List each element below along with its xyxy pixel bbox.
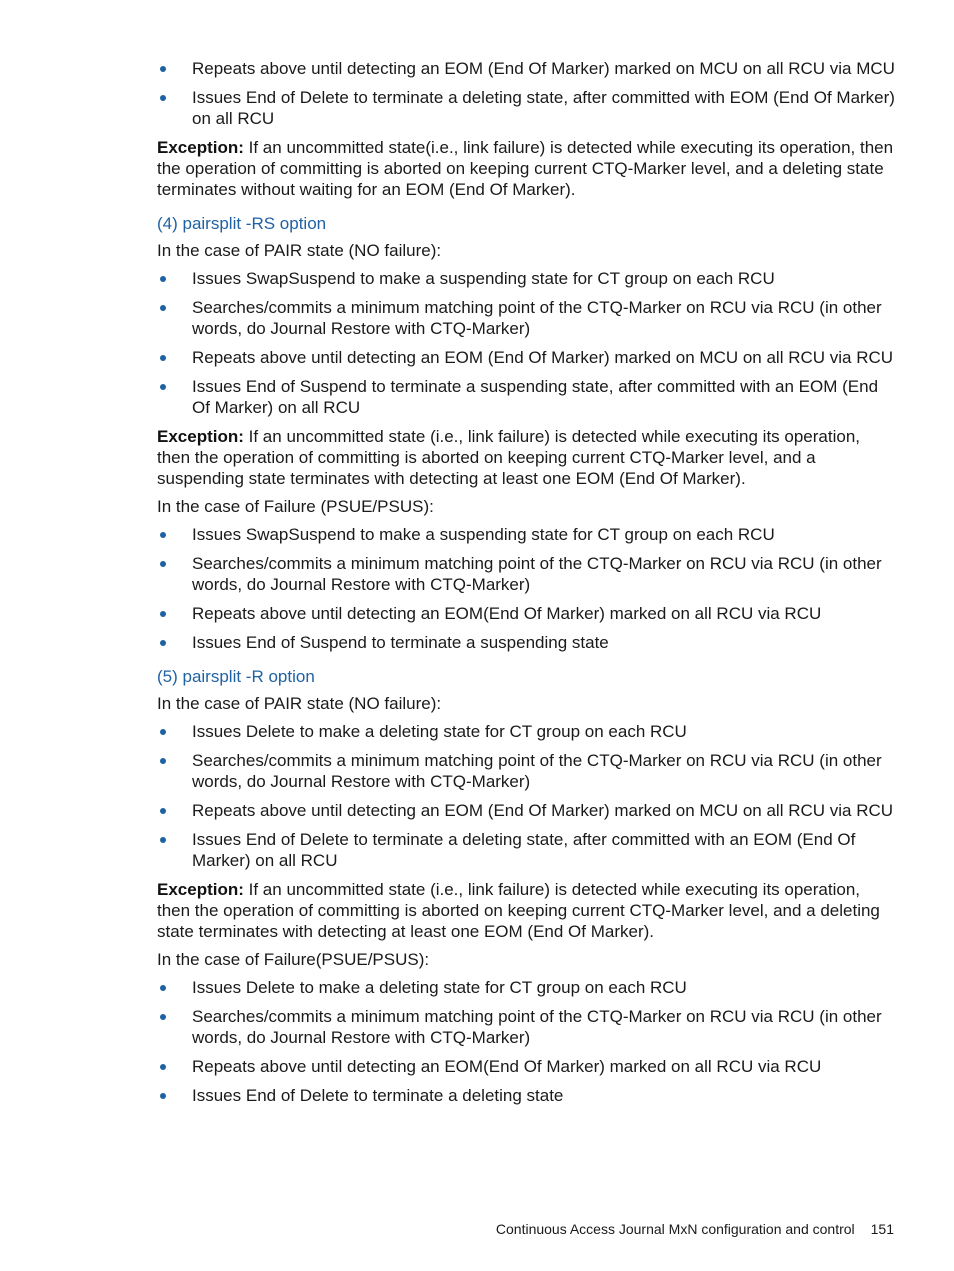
list-item [157, 603, 897, 624]
list-item [157, 58, 897, 79]
list-item [157, 524, 897, 545]
exception-paragraph [157, 137, 897, 200]
bullet-icon [160, 611, 166, 617]
list-item-text: Issues SwapSuspend to make a suspending state for CT group on each RCU [192, 269, 775, 288]
exception-label: Exception: [157, 880, 244, 899]
exception-paragraph [157, 879, 897, 942]
bullet-icon [160, 532, 166, 538]
exception-paragraph [157, 426, 897, 489]
list-item [157, 829, 897, 871]
bullet-list-r-pair [157, 721, 897, 871]
list-item-text: Repeats above until detecting an EOM(End Of Marker) marked on all RCU via RCU [192, 1057, 822, 1076]
document-body [157, 58, 897, 1114]
exception-text: If an uncommitted state(i.e., link failure) is detected while executing its operation, then the operation of committing is aborted on keeping current CTQ-Marker level, and a deleting state terminates without waiting for an EOM (End Of Marker). [157, 138, 894, 199]
list-item-text: Issues End of Suspend to terminate a suspending state, after committed with an EOM (End Of Marker) on all RCU [192, 377, 879, 417]
bullet-list-top [157, 58, 897, 129]
list-item [157, 553, 897, 595]
bullet-icon [160, 384, 166, 390]
list-item-text: Issues End of Delete to terminate a deleting state, after committed with an EOM (End Of Marker) on all RCU [192, 830, 856, 870]
list-item-text: Searches/commits a minimum matching point of the CTQ-Marker on RCU via RCU (in other words, do Journal Restore with CTQ-Marker) [192, 1007, 882, 1047]
bullet-icon [160, 640, 166, 646]
list-item [157, 268, 897, 289]
bullet-icon [160, 66, 166, 72]
list-item [157, 977, 897, 998]
bullet-list-r-fail [157, 977, 897, 1106]
list-item-text: Issues SwapSuspend to make a suspending state for CT group on each RCU [192, 525, 775, 544]
intro-text: In the case of PAIR state (NO failure): [157, 241, 442, 260]
list-item [157, 1056, 897, 1077]
bullet-icon [160, 95, 166, 101]
section-heading-pairsplit-r: (5) pairsplit -R option [157, 667, 315, 686]
bullet-icon [160, 355, 166, 361]
list-item-text: Issues Delete to make a deleting state for CT group on each RCU [192, 978, 687, 997]
bullet-icon [160, 729, 166, 735]
list-item-text: Repeats above until detecting an EOM (End Of Marker) marked on MCU on all RCU via RCU [192, 801, 894, 820]
intro-text: In the case of Failure(PSUE/PSUS): [157, 950, 430, 969]
exception-text: If an uncommitted state (i.e., link failure) is detected while executing its operation, then the operation of committing is aborted on keeping current CTQ-Marker level, and a suspending state terminates with detecting at least one EOM (End Of Marker). [157, 427, 861, 488]
list-item [157, 297, 897, 339]
list-item-text: Repeats above until detecting an EOM (End Of Marker) marked on MCU on all RCU via RCU [192, 348, 894, 367]
bullet-icon [160, 1014, 166, 1020]
list-item-text: Repeats above until detecting an EOM(End Of Marker) marked on all RCU via RCU [192, 604, 822, 623]
intro-text: In the case of PAIR state (NO failure): [157, 694, 442, 713]
list-item-text: Issues End of Suspend to terminate a suspending state [192, 633, 609, 652]
exception-text: If an uncommitted state (i.e., link failure) is detected while executing its operation, then the operation of committing is aborted on keeping current CTQ-Marker level, and a deleting state terminates with detecting at least one EOM (End Of Marker). [157, 880, 880, 941]
bullet-icon [160, 808, 166, 814]
bullet-icon [160, 758, 166, 764]
exception-label: Exception: [157, 427, 244, 446]
intro-text: In the case of Failure (PSUE/PSUS): [157, 497, 434, 516]
list-item [157, 800, 897, 821]
list-item [157, 1006, 897, 1048]
bullet-list-rs-fail [157, 524, 897, 653]
bullet-icon [160, 305, 166, 311]
list-item [157, 750, 897, 792]
list-item [157, 632, 897, 653]
footer-title: Continuous Access Journal MxN configuration and control [495, 1221, 855, 1237]
bullet-icon [160, 837, 166, 843]
list-item-text: Issues Delete to make a deleting state for CT group on each RCU [192, 722, 687, 741]
bullet-icon [160, 1064, 166, 1070]
section-heading-pairsplit-rs: (4) pairsplit -RS option [157, 214, 327, 233]
list-item-text: Searches/commits a minimum matching point of the CTQ-Marker on RCU via RCU (in other words, do Journal Restore with CTQ-Marker) [192, 298, 882, 338]
list-item [157, 376, 897, 418]
exception-label: Exception: [157, 138, 244, 157]
list-item-text: Repeats above until detecting an EOM (End Of Marker) marked on MCU on all RCU via MCU [192, 59, 895, 78]
bullet-list-rs-pair [157, 268, 897, 418]
list-item [157, 721, 897, 742]
list-item-text: Searches/commits a minimum matching point of the CTQ-Marker on RCU via RCU (in other words, do Journal Restore with CTQ-Marker) [192, 751, 882, 791]
bullet-icon [160, 985, 166, 991]
list-item [157, 1085, 897, 1106]
list-item-text: Searches/commits a minimum matching point of the CTQ-Marker on RCU via RCU (in other words, do Journal Restore with CTQ-Marker) [192, 554, 882, 594]
bullet-icon [160, 276, 166, 282]
list-item [157, 87, 897, 129]
list-item-text: Issues End of Delete to terminate a deleting state, after committed with EOM (End Of Marker) on all RCU [192, 88, 895, 128]
list-item [157, 347, 897, 368]
bullet-icon [160, 1093, 166, 1099]
page-footer [496, 1221, 894, 1237]
page-number: 151 [870, 1221, 894, 1237]
bullet-icon [160, 561, 166, 567]
list-item-text: Issues End of Delete to terminate a deleting state [192, 1086, 564, 1105]
